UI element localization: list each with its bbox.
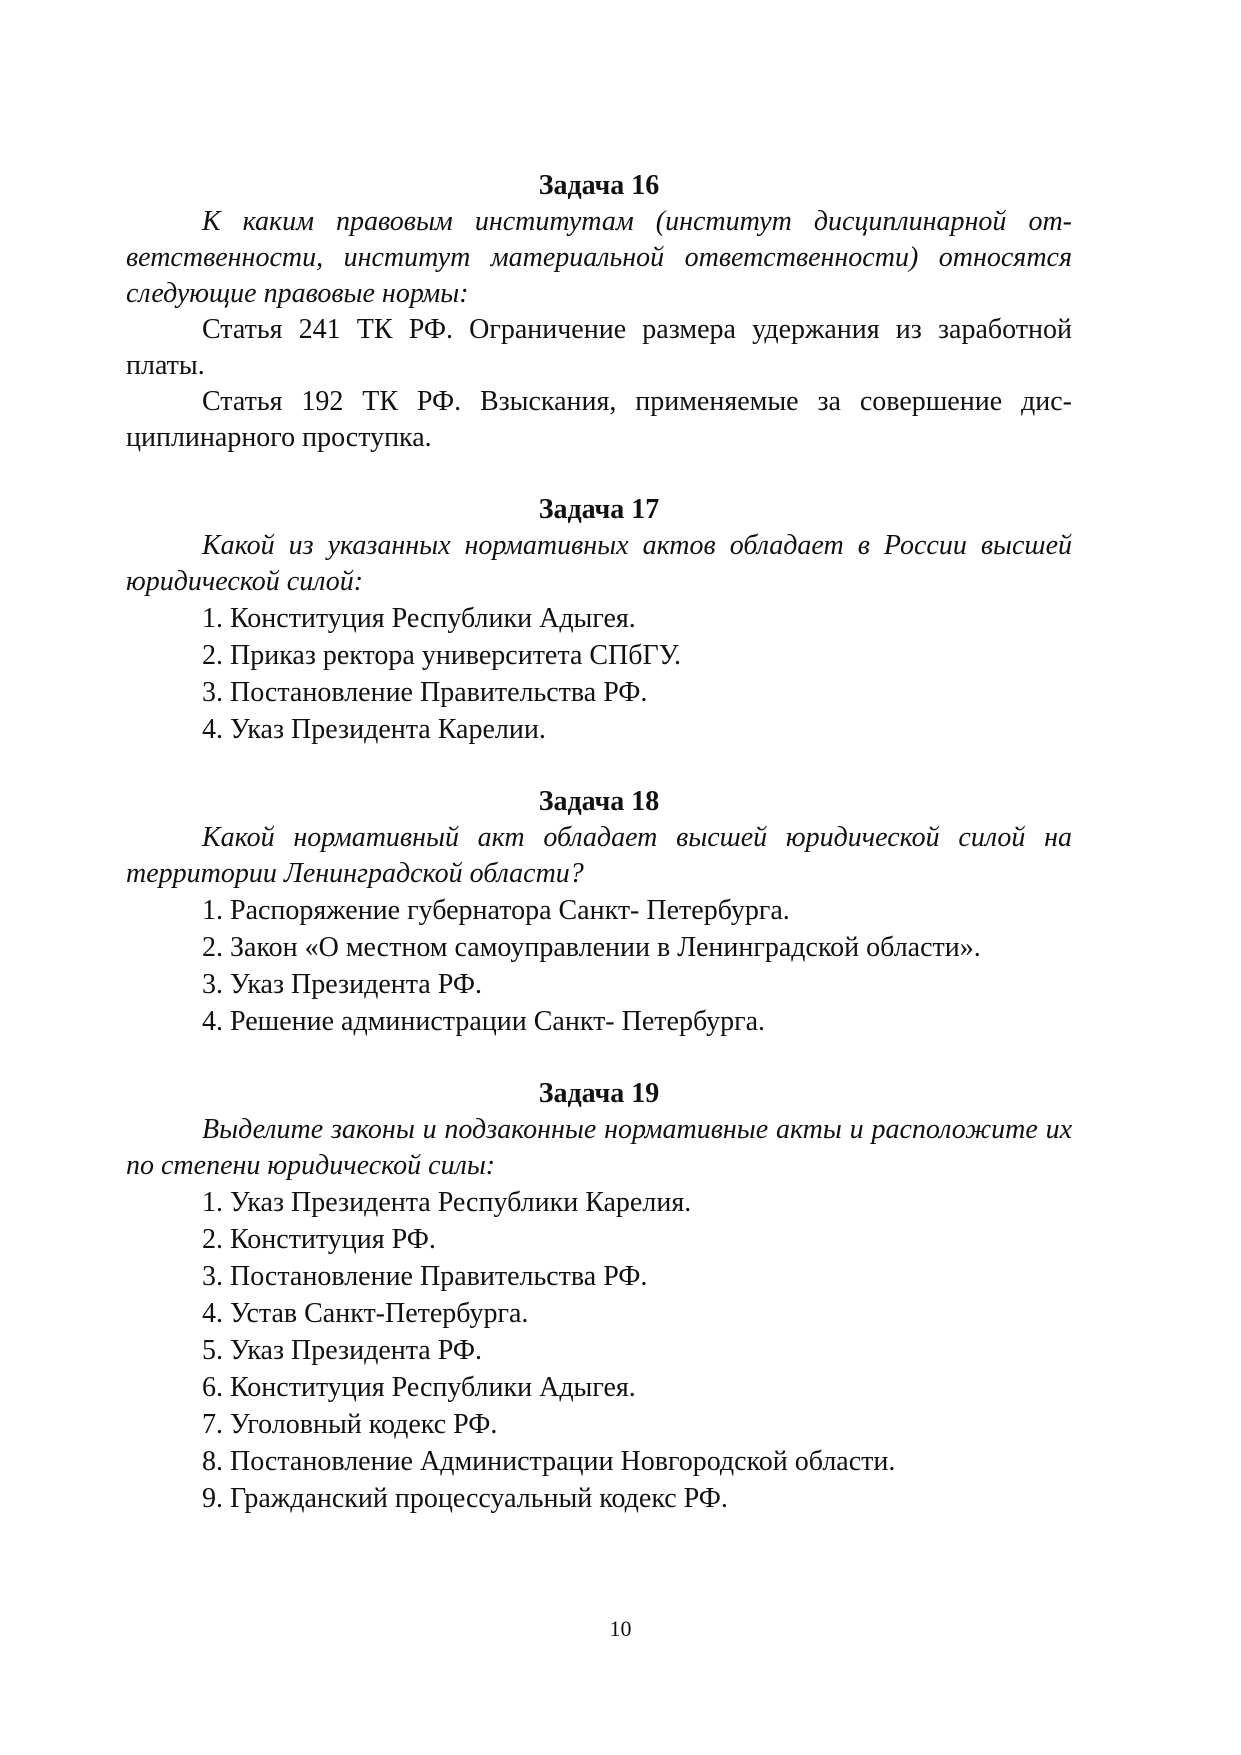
task-title: Задача 16 — [538, 170, 660, 201]
task-title: Задача 19 — [538, 1078, 660, 1109]
task-18 — [126, 784, 1072, 1040]
list-item: 8. Постановление Администрации Новгородской области. — [202, 1446, 896, 1477]
list-item: 2. Приказ ректора университета СПбГУ. — [202, 640, 681, 671]
task-options-list — [126, 1184, 1072, 1517]
task-options-list — [126, 600, 1072, 748]
list-item: 7. Уголовный кодекс РФ. — [202, 1409, 498, 1440]
task-paragraph: Статья 241 ТК РФ. Ограничение размера удержания из заработной платы. — [126, 314, 1072, 381]
task-title: Задача 17 — [538, 494, 660, 525]
task-19 — [126, 1076, 1072, 1517]
list-item: 3. Указ Президента РФ. — [202, 969, 482, 1000]
task-16 — [126, 168, 1072, 456]
list-item: 4. Решение администрации Санкт- Петербурга. — [202, 1006, 766, 1037]
task-options-list — [126, 892, 1072, 1040]
list-item: 3. Постановление Правительства РФ. — [202, 677, 648, 708]
task-question: Какой нормативный акт обладает высшей юридической силой на территории Ленинградской области? — [126, 822, 1072, 889]
list-item: 6. Конституция Республики Адыгея. — [202, 1372, 636, 1403]
list-item: 4. Устав Санкт-Петербурга. — [202, 1298, 529, 1329]
list-item: 2. Закон «О местном самоуправлении в Ленинградской области». — [202, 932, 981, 963]
task-question: Какой из указанных нормативных актов обладает в России высшей юридической силой: — [126, 530, 1072, 597]
list-item: 2. Конституция РФ. — [202, 1224, 436, 1255]
page-number: 10 — [609, 1616, 632, 1641]
list-item: 4. Указ Президента Карелии. — [202, 714, 546, 745]
list-item: 5. Указ Президента РФ. — [202, 1335, 482, 1366]
task-title: Задача 18 — [538, 786, 660, 817]
list-item: 1. Распоряжение губернатора Санкт- Петербурга. — [202, 895, 790, 926]
list-item: 3. Постановление Правительства РФ. — [202, 1261, 648, 1292]
task-question: Выделите законы и подзаконные нормативные акты и расположите их по степени юридической силы: — [126, 1114, 1072, 1181]
list-item: 9. Гражданский процессуальный кодекс РФ. — [202, 1483, 728, 1514]
task-question: К каким правовым институтам (институт дисциплинарной ответственности, институт материальной ответственности) относятся следующие правовые нормы: — [126, 206, 1072, 309]
list-item: 1. Конституция Республики Адыгея. — [202, 603, 636, 634]
task-17 — [126, 492, 1072, 748]
list-item: 1. Указ Президента Республики Карелия. — [202, 1187, 692, 1218]
task-paragraph: Статья 192 ТК РФ. Взыскания, применяемые за совершение дисциплинарного проступка. — [126, 386, 1072, 453]
page-content — [126, 168, 1072, 1517]
